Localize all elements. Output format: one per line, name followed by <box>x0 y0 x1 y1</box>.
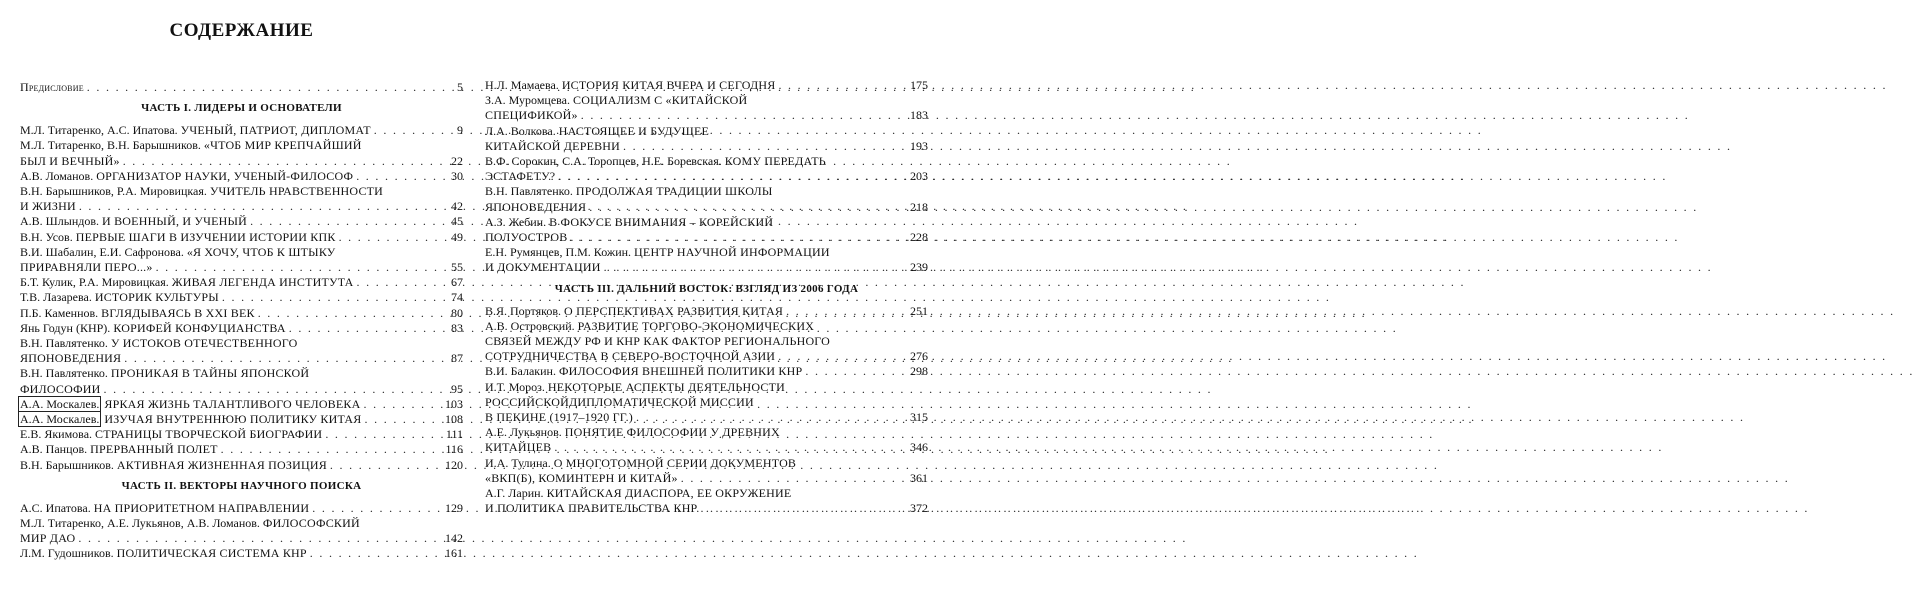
entry-title: РАЗВИТИЕ ТОРГОВО-ЭКОНОМИЧЕСКИХ <box>577 318 815 333</box>
toc-entry <box>485 245 928 275</box>
entry-author: М.Л. Титаренко, А.С. Ипатова. <box>20 123 178 138</box>
toc-entry <box>20 80 463 95</box>
toc-entry <box>485 425 928 455</box>
dot-leader <box>778 78 907 93</box>
dot-leader <box>636 410 907 425</box>
entry-title: НЕКОТОРЫЕ АСПЕКТЫ ДЕЯТЕЛЬНОСТИ <box>547 379 785 394</box>
toc-entry <box>20 321 463 336</box>
page-number: 120 <box>445 457 463 472</box>
entry-title: УЧИТЕЛЬ НРАВСТВЕННОСТИ <box>209 184 384 199</box>
dot-leader <box>365 412 442 427</box>
page-number: 55 <box>451 260 463 275</box>
entry-author: В.Н. Павлятенко. <box>485 184 573 199</box>
page-number: 372 <box>910 501 928 516</box>
entry-author: В.Н. Усов. <box>20 229 73 244</box>
entry-author: Т.В. Лазарева. <box>20 290 92 305</box>
dot-leader <box>79 199 448 214</box>
entry-title: КИТАЙСКОЙ ДЕРЕВНИ <box>485 138 621 153</box>
toc-entry <box>20 230 463 245</box>
entry-author: А.В. Шлындов. <box>20 214 100 229</box>
entry-title: КОМУ ПЕРЕДАТЬ <box>724 154 826 169</box>
toc-entry <box>485 319 928 365</box>
entry-author: А.З. Жебин. <box>485 214 547 229</box>
toc-entry <box>485 184 928 214</box>
entry-title: ФИЛОСОФИЯ ВНЕШНЕЙ ПОЛИТИКИ КНР <box>558 364 803 379</box>
toc-entry <box>20 290 463 305</box>
entry-title: ЯПОНОВЕДЕНИЯ <box>20 351 122 366</box>
page-number: 74 <box>451 290 463 305</box>
page-number: 276 <box>910 349 928 364</box>
toc-entry <box>20 458 463 473</box>
dot-leader <box>312 501 442 516</box>
page-number: 193 <box>910 138 928 153</box>
dot-leader <box>374 123 454 138</box>
entry-title: ЦЕНТР НАУЧНОЙ ИНФОРМАЦИИ <box>634 245 830 260</box>
dot-leader <box>87 80 454 95</box>
dot-leader <box>623 139 907 154</box>
page-number: 95 <box>451 381 463 396</box>
entry-title: КОРИФЕЙ КОНФУЦИАНСТВА <box>113 320 286 335</box>
entry-title: О МНОГОТОМНОЙ СЕРИИ ДОКУМЕНТОВ <box>553 455 797 470</box>
dot-leader <box>310 546 442 561</box>
toc-entry <box>20 306 463 321</box>
entry-title: НАСТОЯЩЕЕ И БУДУЩЕЕ <box>558 123 709 138</box>
page-number: 346 <box>910 440 928 455</box>
page-number: 111 <box>445 427 463 442</box>
dot-leader <box>222 290 448 305</box>
dot-leader <box>325 427 443 442</box>
entry-author: Янь Годун (КНР). <box>20 320 111 335</box>
section-heading: ЧАСТЬ I. ЛИДЕРЫ И ОСНОВАТЕЛИ <box>141 102 342 115</box>
page-number: 175 <box>910 78 928 92</box>
entry-title: СПЕЦИФИКОЙ» <box>485 108 578 123</box>
page-number: 129 <box>445 500 463 515</box>
dot-leader <box>364 397 443 412</box>
entry-author: И.А. Тулина. <box>485 455 551 470</box>
toc-entry <box>20 184 463 214</box>
entry-author: А.А. Москалев. <box>20 396 100 411</box>
entry-author: В.Ф. Сорокин, С.А. Торопцев, Н.Е. Боревская. <box>485 154 722 169</box>
toc-entry <box>20 412 463 427</box>
entry-author: А.В. Панцов. <box>20 442 88 457</box>
entry-author: В.Н. Барышников. <box>20 457 114 472</box>
page-title: СОДЕРЖАНИЕ <box>169 20 314 41</box>
entry-title: НА ПРИОРИТЕТНОМ НАПРАВЛЕНИИ <box>93 500 310 515</box>
dot-leader <box>581 108 907 123</box>
entry-title: КИТАЙСКАЯ ДИАСПОРА, ЕЕ ОКРУЖЕНИЕ <box>546 486 792 501</box>
page-number: 142 <box>445 531 463 546</box>
toc-entry <box>485 93 928 123</box>
dot-leader <box>123 154 448 169</box>
dot-leader <box>805 364 907 379</box>
entry-title: СТРАНИЦЫ ТВОРЧЕСКОЙ БИОГРАФИИ <box>95 427 323 442</box>
entry-title: ИСТОРИЯ КИТАЯ ВЧЕРА И СЕГОДНЯ <box>561 78 776 92</box>
page-number: 103 <box>445 396 463 411</box>
page-number: 108 <box>445 412 463 427</box>
toc-entry <box>20 501 463 516</box>
page-number: 361 <box>910 470 928 485</box>
page-number: 80 <box>451 305 463 320</box>
toc-entry <box>20 123 463 138</box>
toc-entry <box>20 245 463 275</box>
entry-title: ПРИРАВНЯЛИ ПЕРО...» <box>20 260 153 275</box>
page-number: 67 <box>451 275 463 290</box>
dot-leader <box>221 442 443 457</box>
dot-leader <box>250 214 448 229</box>
toc-entry <box>485 124 928 154</box>
entry-title: РОССИЙСКОЙДИПЛОМАТИЧЕСКОЙ МИССИИ <box>485 394 754 409</box>
entry-author: Н.Л. Мамаева. <box>485 78 559 92</box>
dot-leader <box>558 169 907 184</box>
page-number: 9 <box>457 123 463 138</box>
entry-author: Е.В. Якимова. <box>20 427 93 442</box>
entry-title: ПРОДОЛЖАЯ ТРАДИЦИИ ШКОЛЫ <box>575 184 773 199</box>
right-toc-list <box>485 78 928 516</box>
entry-title: ПРОНИКАЯ В ТАЙНЫ ЯПОНСКОЙ <box>110 366 310 381</box>
page-number: 251 <box>910 303 928 318</box>
entry-title: ПОНЯТИЕ ФИЛОСОФИИ У ДРЕВНИХ <box>564 425 780 440</box>
dot-leader <box>124 351 448 366</box>
page-number: 116 <box>445 442 463 457</box>
entry-author: А.В. Ломанов. <box>20 168 94 183</box>
entry-author: А.С. Ипатова. <box>20 500 91 515</box>
entry-title: ПЕРВЫЕ ШАГИ В ИЗУЧЕНИИ ИСТОРИИ КПК <box>75 229 336 244</box>
page-number: 45 <box>451 214 463 229</box>
page-number: 298 <box>910 364 928 379</box>
entry-title: ИСТОРИК КУЛЬТУРЫ <box>94 290 219 305</box>
entry-title: ЭСТАФЕТУ? <box>485 169 556 184</box>
toc-entry <box>485 364 928 379</box>
toc-entry <box>485 486 928 516</box>
toc-entry <box>485 154 928 184</box>
toc-entry <box>20 442 463 457</box>
dot-leader <box>78 531 442 546</box>
dot-leader <box>570 230 907 245</box>
entry-author: Л.М. Гудошников. <box>20 546 114 561</box>
dot-leader <box>589 200 907 215</box>
toc-entry <box>20 427 463 442</box>
entry-title: ПРЕРВАННЫЙ ПОЛЕТ <box>90 442 218 457</box>
page-number: 161 <box>445 546 463 561</box>
entry-author: Б.Т. Кулик, Р.А. Мировицкая. <box>20 275 169 290</box>
page-number: 30 <box>451 168 463 183</box>
entry-title: ПОЛИТИЧЕСКАЯ СИСТЕМА КНР <box>116 546 307 561</box>
entry-author: В.Н. Павлятенко. <box>20 366 108 381</box>
dot-leader <box>700 501 907 516</box>
toc-entry <box>20 397 463 412</box>
entry-author: В.И. Балакин. <box>485 364 556 379</box>
dot-leader <box>681 471 907 486</box>
dot-leader <box>357 275 448 290</box>
entry-title: И ДОКУМЕНТАЦИИ <box>485 260 601 275</box>
toc-entry <box>20 516 463 546</box>
dot-leader <box>258 306 448 321</box>
entry-author: З.А. Муромцева. <box>485 93 570 108</box>
entry-title: КИТАЙЦЕВ <box>485 440 552 455</box>
toc-entry <box>485 380 928 426</box>
entry-title: СВЯЗЕЙ МЕЖДУ РФ И КНР КАК ФАКТОР РЕГИОНАЛЬНОГО <box>485 334 831 349</box>
entry-title: СОТРУДНИЧЕСТВА В СЕВЕРО-ВОСТОЧНОЙ АЗИИ <box>485 349 776 364</box>
entry-title: БЫЛ И ВЕЧНЫЙ» <box>20 153 120 168</box>
entry-author: А.В. Островский. <box>485 318 575 333</box>
page-number: 42 <box>451 199 463 214</box>
entry-title: ИЗУЧАЯ ВНУТРЕННЮЮ ПОЛИТИКУ КИТАЯ <box>104 412 362 427</box>
left-toc-list <box>20 80 463 562</box>
toc-entry <box>20 214 463 229</box>
entry-title: МИР ДАО <box>20 531 76 546</box>
entry-author: В.Н. Павлятенко. <box>20 336 108 351</box>
entry-author: А.А. Москалев. <box>20 412 100 427</box>
page-number: 315 <box>910 410 928 425</box>
page-number: 5 <box>457 80 463 94</box>
entry-title: О ПЕРСПЕКТИВАХ РАЗВИТИЯ КИТАЯ <box>564 303 784 318</box>
entry-title: Предисловие <box>20 80 84 94</box>
page-number: 183 <box>910 108 928 123</box>
entry-title: В ФОКУСЕ ВНИМАНИЯ – КОРЕЙСКИЙ <box>549 214 774 229</box>
entry-title: ЯПОНОВЕДЕНИЯ <box>485 199 587 214</box>
entry-author: А.Е. Лукьянов. <box>485 425 562 440</box>
entry-title: ФИЛОСОФИИ <box>20 381 101 396</box>
entry-author: А.Г. Ларин. <box>485 486 544 501</box>
entry-author: В.Я. Портяков. <box>485 303 562 318</box>
page-number: 203 <box>910 169 928 184</box>
entry-title: ПОЛУОСТРОВ <box>485 230 568 245</box>
toc-entry <box>20 336 463 366</box>
entry-title: ЖИВАЯ ЛЕГЕНДА ИНСТИТУТА <box>171 275 354 290</box>
toc-entry <box>20 169 463 184</box>
entry-title: ФИЛОСОФСКИЙ <box>262 516 360 531</box>
dot-leader <box>778 349 907 364</box>
entry-title: «Я ХОЧУ, ЧТОБ К ШТЫКУ <box>186 244 336 259</box>
toc-entry <box>20 366 463 396</box>
section-heading: ЧАСТЬ II. ВЕКТОРЫ НАУЧНОГО ПОИСКА <box>121 479 362 492</box>
entry-author: Е.Н. Румянцев, П.М. Кожин. <box>485 245 632 260</box>
entry-title: И ПОЛИТИКА ПРАВИТЕЛЬСТВА КНР <box>485 501 698 516</box>
page-number: 218 <box>910 199 928 214</box>
entry-title: АКТИВНАЯ ЖИЗНЕННАЯ ПОЗИЦИЯ <box>116 457 327 472</box>
section-heading: ЧАСТЬ III. ДАЛЬНИЙ ВОСТОК: ВЗГЛЯД ИЗ 2006 ГОДА <box>554 282 859 295</box>
page-number: 228 <box>910 230 928 245</box>
entry-title: В ПЕКИНЕ (1917–1920 ГГ.) <box>485 410 633 425</box>
entry-author: В.Н. Барышников, Р.А. Мировицкая. <box>20 184 207 199</box>
entry-author: М.Л. Титаренко, В.Н. Барышников. <box>20 138 201 153</box>
entry-title: СОЦИАЛИЗМ С «КИТАЙСКОЙ <box>573 93 748 108</box>
entry-author: М.Л. Титаренко, А.Е. Лукьянов, А.В. Ломанов. <box>20 516 260 531</box>
dot-leader <box>786 304 907 319</box>
dot-leader <box>289 321 448 336</box>
dot-leader <box>339 230 448 245</box>
toc-entry <box>485 78 928 93</box>
dot-leader <box>104 382 448 397</box>
entry-title: И ЖИЗНИ <box>20 199 76 214</box>
entry-title: ОРГАНИЗАТОР НАУКИ, УЧЕНЫЙ-ФИЛОСОФ <box>96 168 354 183</box>
toc-entry <box>20 138 463 168</box>
entry-author: Л.А. Волкова. <box>485 123 556 138</box>
dot-leader <box>356 169 448 184</box>
entry-title: И ВОЕННЫЙ, И УЧЕНЫЙ <box>102 214 248 229</box>
page-number: 83 <box>451 320 463 335</box>
entry-title: У ИСТОКОВ ОТЕЧЕСТВЕННОГО <box>110 336 298 351</box>
toc-entry <box>485 215 928 245</box>
page-number: 87 <box>451 351 463 366</box>
page-number: 49 <box>451 229 463 244</box>
entry-title: УЧЕНЫЙ, ПАТРИОТ, ДИПЛОМАТ <box>180 123 371 138</box>
toc-entry <box>485 304 928 319</box>
toc-entry <box>20 275 463 290</box>
toc-entry <box>485 456 928 486</box>
dot-leader <box>554 440 907 455</box>
entry-author: И.Т. Мороз. <box>485 379 545 394</box>
dot-leader <box>156 260 448 275</box>
dot-leader <box>330 458 442 473</box>
entry-title: «ВКП(Б), КОМИНТЕРН И КИТАЙ» <box>485 470 678 485</box>
entry-title: «ЧТОБ МИР КРЕПЧАЙШИЙ <box>203 138 362 153</box>
dot-leader <box>604 260 907 275</box>
entry-title: ЯРКАЯ ЖИЗНЬ ТАЛАНТЛИВОГО ЧЕЛОВЕКА <box>104 396 361 411</box>
toc-entry <box>20 546 463 561</box>
entry-author: В.И. Шабалин, Е.И. Сафронова. <box>20 244 184 259</box>
entry-author: П.Б. Каменнов. <box>20 305 99 320</box>
page-number: 239 <box>910 260 928 275</box>
page-number: 22 <box>451 153 463 168</box>
entry-title: ВГЛЯДЫВАЯСЬ В XXI ВЕК <box>101 305 255 320</box>
